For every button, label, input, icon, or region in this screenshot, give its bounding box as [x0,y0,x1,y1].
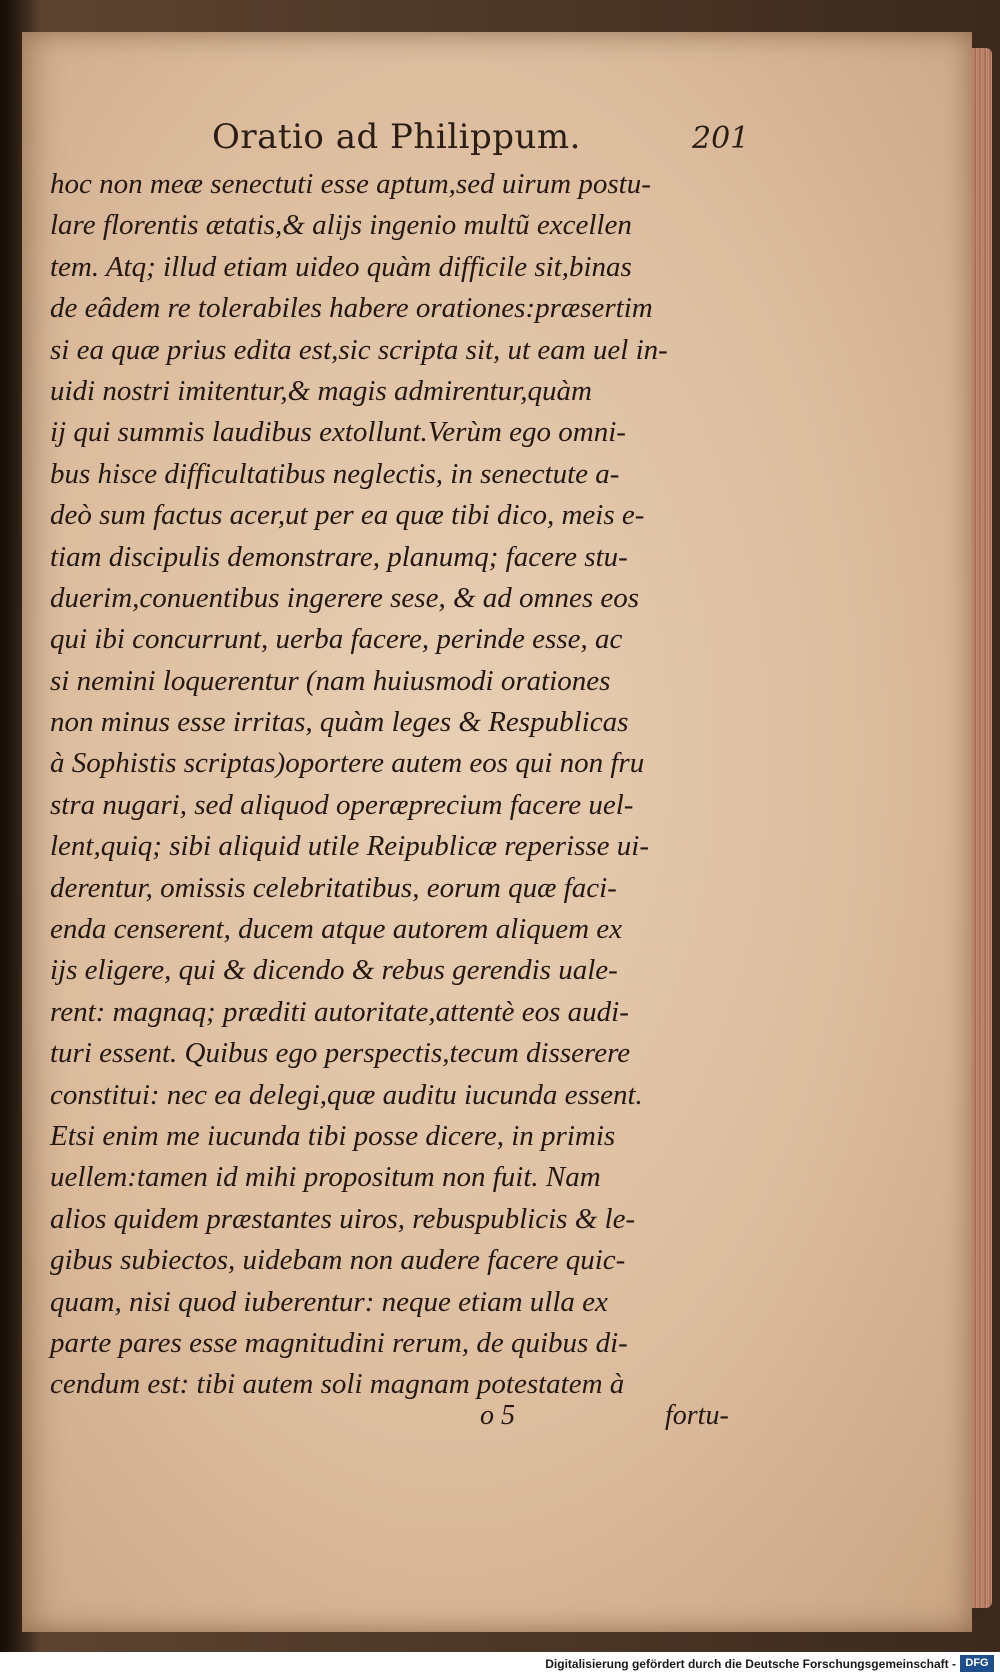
text-line: duerim,conuentibus ingerere sese, & ad omnes eos [50,581,640,614]
text-line: derentur, omissis celebritatibus, eorum quæ faci- [50,871,617,904]
page-number: 201 [692,121,750,156]
text-line: Etsi enim me iucunda tibi posse dicere, in primis [50,1119,616,1152]
text-line: rent: magnaq; præditi autoritate,attentè eos audi- [50,995,629,1028]
text-line: stra nugari, sed aliquod operæprecium facere uel- [50,788,634,821]
text-line: turi essent. Quibus ego perspectis,tecum disserere [50,1037,631,1070]
signature-row [50,1400,770,1440]
text-line: quam, nisi quod iuberentur: neque etiam ulla ex [50,1285,608,1318]
text-line: uidi nostri imitentur,& magis admirentur,quàm [50,374,592,407]
text-line: tem. Atq; illud etiam uideo quàm difficile sit,binas [50,250,632,283]
text-line: deò sum factus acer,ut per ea quæ tibi dico, meis e- [50,499,645,532]
text-line: à Sophistis scriptas)oportere autem eos qui non fru [50,747,645,780]
text-line: uellem:tamen id mihi propositum non fuit. Nam [50,1161,601,1194]
body-text [50,164,770,1406]
catchword: fortu- [665,1400,729,1431]
running-title: Oratio ad Philippum. [212,117,581,157]
text-line: bus hisce difficultatibus neglectis, in senectute a- [50,457,620,490]
text-line: alios quidem præstantes uiros, rebuspublicis & le- [50,1202,636,1235]
text-line: non minus esse irritas, quàm leges & Respublicas [50,706,629,739]
text-line: enda censerent, ducem atque autorem aliquem ex [50,913,623,946]
text-line: parte pares esse magnitudini rerum, de quibus di- [50,1326,628,1359]
footer-credit: Digitalisierung gefördert durch die Deutsche Forschungsgemeinschaft - [545,1657,956,1671]
signature-mark: o 5 [480,1400,515,1431]
text-line: si ea quæ prius edita est,sic scripta sit, ut eam uel in- [50,333,668,366]
dfg-logo-icon: DFG [960,1655,994,1672]
text-line: gibus subiectos, uidebam non audere facere quic- [50,1244,626,1277]
text-line: lent,quiq; sibi aliquid utile Reipublicæ reperisse ui- [50,830,649,863]
digitization-footer [0,1652,1000,1676]
text-line: ijs eligere, qui & dicendo & rebus gerendis uale- [50,954,618,987]
text-line: ij qui summis laudibus extollunt.Verùm ego omni- [50,416,626,449]
running-head [52,117,752,167]
text-line: hoc non meæ senectuti esse aptum,sed uirum postu- [50,168,651,200]
text-line: lare florentis ætatis,& alijs ingenio multũ excellen [50,209,632,242]
text-line: de eâdem re tolerabiles habere orationes:præsertim [50,292,653,325]
text-line: constitui: nec ea delegi,quæ auditu iucunda essent. [50,1078,643,1111]
text-line: cendum est: tibi autem soli magnam potestatem à [50,1368,625,1401]
book-page [22,32,972,1632]
text-line: qui ibi concurrunt, uerba facere, perinde esse, ac [50,623,623,656]
text-line: si nemini loquerentur (nam huiusmodi orationes [50,664,611,697]
text-line: tiam discipulis demonstrare, planumq; facere stu- [50,540,628,573]
